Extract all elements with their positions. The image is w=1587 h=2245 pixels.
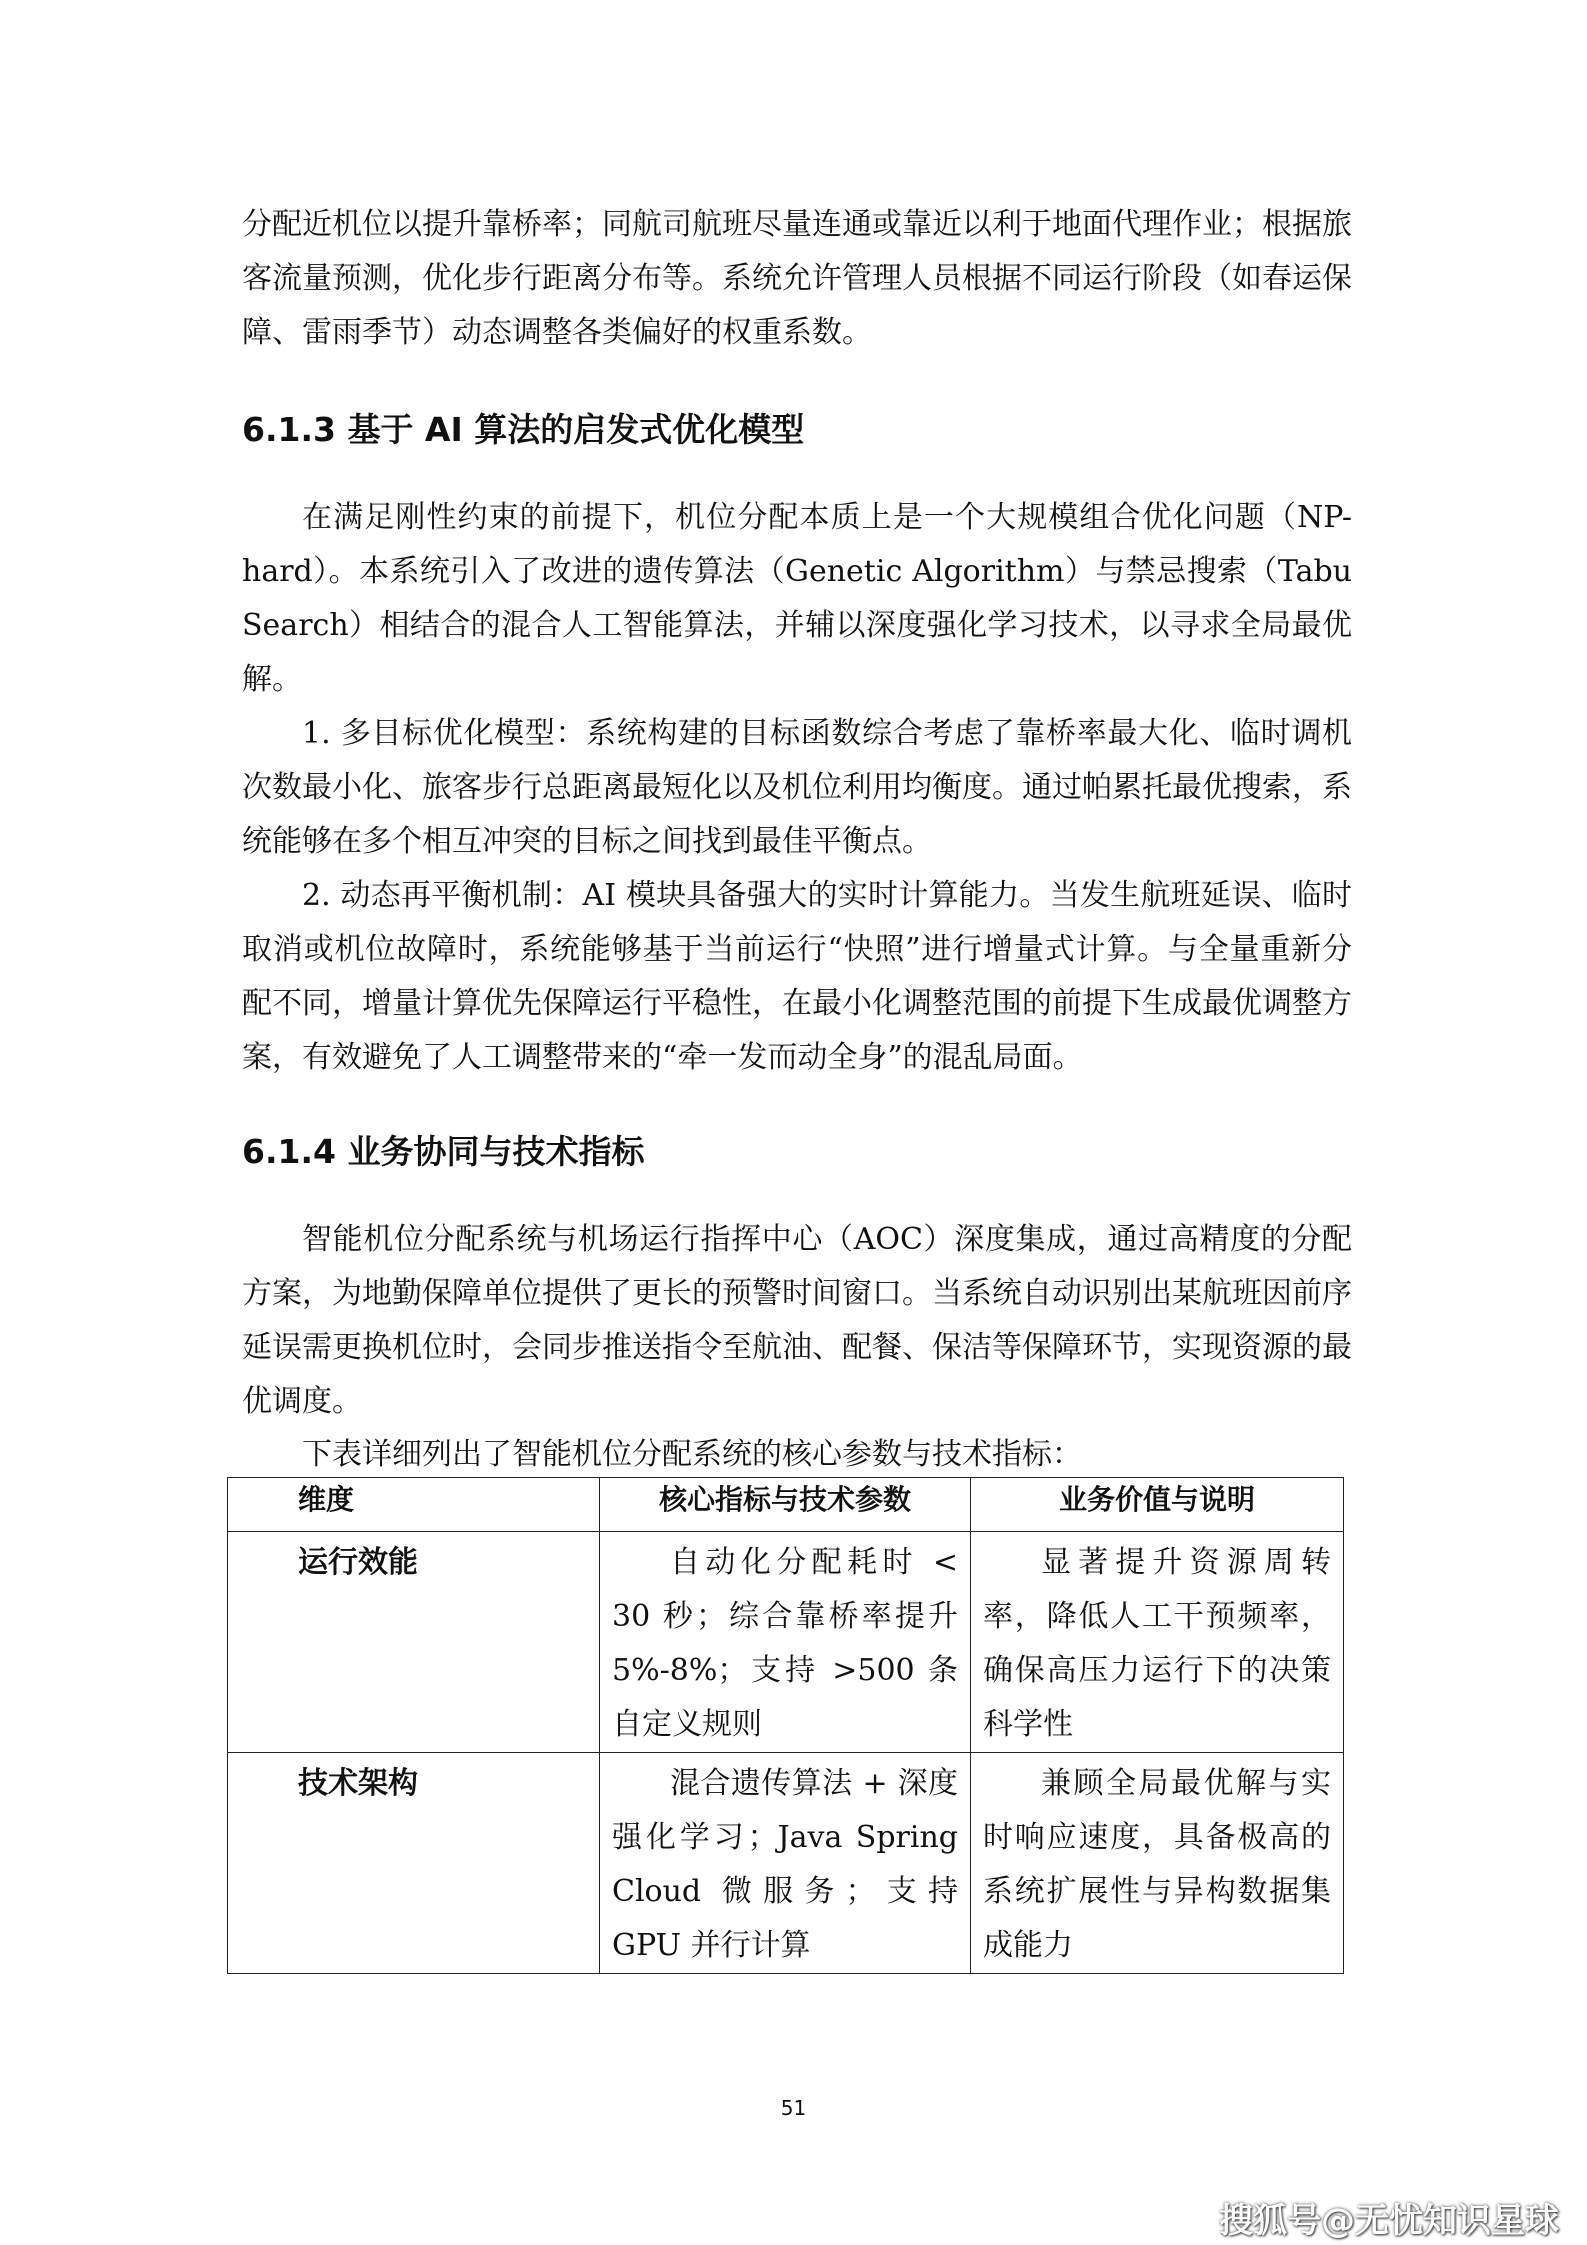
table-cell-dimension: 技术架构 [228, 1753, 600, 1974]
spec-table [227, 1477, 1344, 1974]
table-header-dimension: 维度 [228, 1478, 600, 1532]
section-heading-6-1-3: 6.1.3 基于 AI 算法的启发式优化模型 [242, 410, 805, 449]
table-header-value: 业务价值与说明 [971, 1478, 1344, 1532]
paragraph-hybrid-algorithm: 在满足刚性约束的前提下，机位分配本质上是一个大规模组合优化问题（NP-hard）。本系统引入了改进的遗传算法（Genetic Algorithm）与禁忌搜索（Tabu Search）相结合的混合人工智能算法，并辅以深度强化学习技术，以寻求全局最优解。 [242, 500, 1352, 697]
cell-text: 兼顾全局最优解与实时响应速度，具备极高的系统扩展性与异构数据集成能力 [983, 1766, 1331, 1963]
table-row [228, 1753, 1344, 1974]
section-heading-6-1-4: 6.1.4 业务协同与技术指标 [242, 1132, 645, 1171]
table-cell-value [971, 1532, 1344, 1753]
cell-text: 自动化分配耗时 < 30 秒；综合靠桥率提升 5%-8%；支持 >500 条自定义规则 [612, 1545, 958, 1742]
paragraph-dynamic-rebalance: 2. 动态再平衡机制：AI 模块具备强大的实时计算能力。当发生航班延误、临时取消或机位故障时，系统能够基于当前运行“快照”进行增量式计算。与全量重新分配不同，增量计算优先保障运行平稳性，在最小化调整范围的前提下生成最优调整方案，有效避免了人工调整带来的“牵一发而动全身”的混乱局面。 [242, 878, 1352, 1075]
table-header-metrics: 核心指标与技术参数 [600, 1478, 971, 1532]
table-cell-metrics [600, 1532, 971, 1753]
table-row [228, 1532, 1344, 1753]
table-header-row [228, 1478, 1344, 1532]
cell-text: 显著提升资源周转率，降低人工干预频率，确保高压力运行下的决策科学性 [983, 1545, 1331, 1742]
paragraph-table-intro: 下表详细列出了智能机位分配系统的核心参数与技术指标： [302, 1437, 1082, 1472]
paragraph-preference-weights: 分配近机位以提升靠桥率；同航司航班尽量连通或靠近以利于地面代理作业；根据旅客流量预测，优化步行距离分布等。系统允许管理人员根据不同运行阶段（如春运保障、雷雨季节）动态调整各类偏好的权重系数。 [242, 207, 1352, 350]
paragraph-aoc-integration: 智能机位分配系统与机场运行指挥中心（AOC）深度集成，通过高精度的分配方案，为地勤保障单位提供了更长的预警时间窗口。当系统自动识别出某航班因前序延误需更换机位时，会同步推送指令至航油、配餐、保洁等保障环节，实现资源的最优调度。 [242, 1222, 1352, 1419]
page-number: 51 [780, 2096, 807, 2120]
watermark: 搜狐号@无忧知识星球 [1219, 2201, 1559, 2241]
cell-text: 混合遗传算法 + 深度强化学习；Java Spring Cloud 微服务；支持 GPU 并行计算 [612, 1766, 958, 1963]
table-cell-value [971, 1753, 1344, 1974]
table-cell-dimension: 运行效能 [228, 1532, 600, 1753]
paragraph-multi-objective: 1. 多目标优化模型：系统构建的目标函数综合考虑了靠桥率最大化、临时调机次数最小化、旅客步行总距离最短化以及机位利用均衡度。通过帕累托最优搜索，系统能够在多个相互冲突的目标之间找到最佳平衡点。 [242, 716, 1352, 859]
table-cell-metrics [600, 1753, 971, 1974]
